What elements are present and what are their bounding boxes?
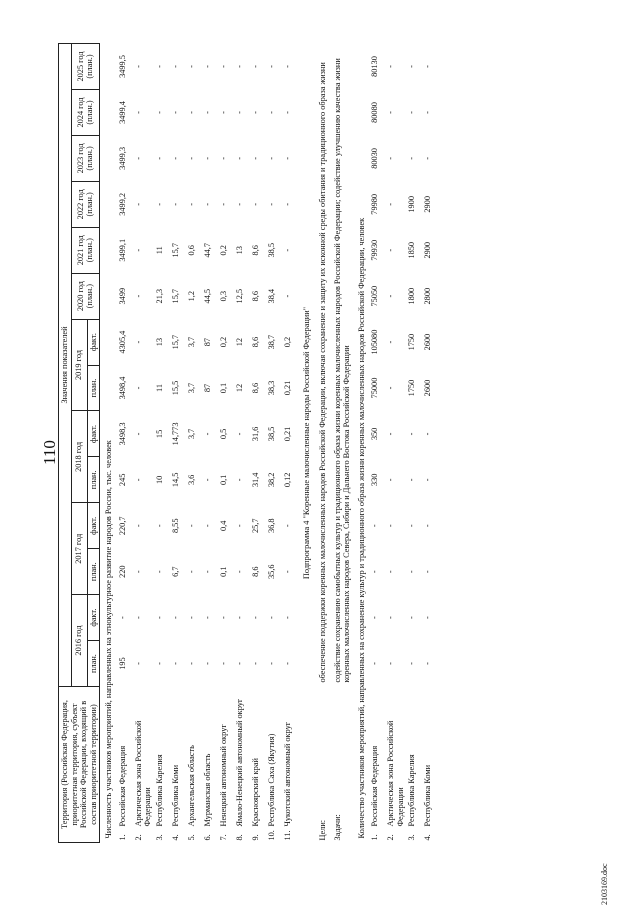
plan-header: план. bbox=[87, 365, 100, 411]
value-cell: - bbox=[202, 662, 212, 665]
territory-name: Арктическая зона Российской Федерации bbox=[133, 720, 153, 827]
value-cell: 87 bbox=[202, 337, 212, 347]
year-header: 2017 год bbox=[71, 503, 87, 595]
goals-row bbox=[329, 44, 353, 843]
territory-header: Территория (Российская Федерация, приоритетная территория, субъект Российской Федерации, входящий в состав приоритетной территории) bbox=[59, 687, 100, 843]
value-cell: - bbox=[170, 202, 180, 206]
value-cell: - bbox=[386, 432, 396, 436]
value-cell: 38,5 bbox=[266, 242, 276, 258]
row-number: 2. bbox=[386, 834, 396, 841]
value-cell: 8,6 bbox=[250, 336, 260, 348]
value-cell: - bbox=[133, 111, 143, 114]
value-cell: - bbox=[170, 616, 180, 619]
value-cell: - bbox=[202, 616, 212, 619]
value-cell: 3499,4 bbox=[117, 101, 127, 124]
value-cell: - bbox=[282, 111, 292, 114]
value-cell: 0,2 bbox=[218, 336, 228, 348]
row-label: Цели: bbox=[318, 819, 328, 841]
value-cell: - bbox=[154, 616, 164, 619]
row-label: Задачи: bbox=[332, 814, 342, 841]
territory-name: Мурманская область bbox=[202, 753, 212, 827]
value-cell: 8,6 bbox=[250, 382, 260, 394]
value-cell: 0,3 bbox=[218, 290, 228, 302]
value-cell: - bbox=[170, 157, 180, 160]
value-cell: - bbox=[250, 157, 260, 160]
value-cell: - bbox=[407, 157, 417, 160]
value-cell: - bbox=[266, 157, 276, 160]
value-cell: 2800 bbox=[423, 287, 433, 305]
value-cell: - bbox=[186, 616, 196, 619]
value-cell: - bbox=[250, 662, 260, 665]
value-cell: 3499,3 bbox=[117, 146, 127, 170]
value-cell: - bbox=[386, 524, 396, 528]
value-cell: - bbox=[218, 111, 228, 114]
value-cell: 8,6 bbox=[250, 566, 260, 577]
value-cell: 38,5 bbox=[266, 426, 276, 442]
value-cell: 44,5 bbox=[202, 288, 212, 304]
value-cell: 3499,1 bbox=[117, 238, 127, 262]
value-cell: 25,7 bbox=[250, 518, 260, 534]
value-cell: - bbox=[202, 111, 212, 114]
value-cell: - bbox=[423, 570, 433, 574]
value-cell: 3,7 bbox=[186, 336, 196, 348]
value-cell: 10 bbox=[154, 475, 164, 484]
value-cell: 44,7 bbox=[202, 242, 212, 258]
row-number: 6. bbox=[202, 834, 212, 841]
value-cell: - bbox=[186, 202, 196, 206]
value-cell: - bbox=[202, 524, 212, 528]
territory-name: Ямало-Ненецкий автономный округ bbox=[234, 698, 244, 827]
value-cell: 75050 bbox=[370, 285, 380, 307]
value-cell: 15 bbox=[154, 429, 164, 439]
value-cell: 36,8 bbox=[266, 518, 276, 534]
value-cell: 3,7 bbox=[186, 382, 196, 394]
value-cell: - bbox=[186, 65, 196, 68]
territory-name: Российская Федерация bbox=[370, 745, 380, 827]
value-cell: - bbox=[133, 202, 143, 206]
value-cell: - bbox=[386, 294, 396, 298]
value-cell: 0,2 bbox=[282, 336, 292, 348]
value-cell: - bbox=[133, 432, 143, 436]
value-cell: - bbox=[386, 248, 396, 252]
goals-row bbox=[314, 44, 329, 843]
value-cell: - bbox=[386, 616, 396, 619]
plan-year-header: 2025 год (план.) bbox=[71, 44, 100, 90]
value-cell: - bbox=[186, 570, 196, 574]
value-cell: 79980 bbox=[370, 193, 380, 215]
fact-header: факт. bbox=[87, 503, 100, 549]
row-number: 2. bbox=[133, 834, 143, 841]
territory-name: Республика Коми bbox=[170, 764, 180, 827]
value-cell: 31,4 bbox=[250, 472, 260, 488]
row-number: 7. bbox=[218, 834, 228, 841]
value-cell: - bbox=[117, 616, 127, 619]
value-cell: 13 bbox=[154, 337, 164, 347]
territory-name: Ненецкий автономный округ bbox=[218, 724, 228, 827]
value-cell: - bbox=[218, 157, 228, 160]
table-row bbox=[385, 44, 406, 843]
table-row bbox=[202, 44, 218, 843]
value-cell: - bbox=[370, 662, 380, 665]
value-cell: 1750 bbox=[407, 333, 417, 351]
value-cell: - bbox=[154, 570, 164, 574]
value-cell: - bbox=[186, 157, 196, 160]
value-cell: 15,7 bbox=[170, 242, 180, 258]
value-cell: 0,6 bbox=[186, 245, 196, 256]
value-cell: - bbox=[386, 111, 396, 114]
doc-id: 2103169.doc bbox=[600, 863, 609, 905]
value-cell: 0,1 bbox=[218, 566, 228, 577]
value-cell: - bbox=[218, 662, 228, 665]
value-cell: 220 bbox=[117, 565, 127, 578]
value-cell: - bbox=[266, 662, 276, 665]
value-cell: - bbox=[133, 157, 143, 160]
indicators-table bbox=[58, 43, 438, 843]
value-cell: - bbox=[266, 616, 276, 619]
value-cell: - bbox=[386, 662, 396, 665]
value-cell: 2900 bbox=[423, 196, 433, 213]
plan-year-header: 2021 год (план.) bbox=[71, 227, 100, 273]
table-header bbox=[59, 44, 100, 843]
value-cell: - bbox=[133, 294, 143, 298]
value-cell: - bbox=[407, 616, 417, 619]
value-cell: - bbox=[234, 662, 244, 665]
value-cell: 0,1 bbox=[218, 474, 228, 486]
value-cell: 80080 bbox=[370, 102, 380, 123]
value-cell: 220,7 bbox=[117, 516, 127, 536]
section-heading: Численность участников мероприятий, направленных на этнокультурное развитие народов России, тыс. человек bbox=[104, 440, 114, 839]
row-number: 3. bbox=[407, 834, 417, 841]
territory-name: Республика Саха (Якутия) bbox=[266, 733, 276, 827]
year-header: 2018 год bbox=[71, 411, 87, 503]
value-cell: - bbox=[386, 157, 396, 160]
row-text: обеспечение поддержки коренных малочисленных народов Российской Федерации, включая сохранение и защиту их исконной среды обитания и традиционного образа жизни bbox=[318, 62, 328, 683]
value-cell: 1750 bbox=[407, 379, 417, 397]
value-cell: - bbox=[282, 662, 292, 665]
value-cell: - bbox=[202, 570, 212, 574]
value-cell: 14,5 bbox=[170, 472, 180, 488]
value-cell: - bbox=[133, 616, 143, 619]
value-cell: 11 bbox=[154, 246, 164, 255]
value-cell: 350 bbox=[370, 427, 380, 441]
value-cell: - bbox=[386, 478, 396, 482]
row-number: 4. bbox=[423, 834, 433, 841]
value-cell: - bbox=[386, 570, 396, 574]
value-cell: 11 bbox=[154, 384, 164, 393]
section-heading-row bbox=[100, 44, 117, 843]
table-row bbox=[234, 44, 250, 843]
value-cell: - bbox=[234, 432, 244, 436]
value-cell: - bbox=[218, 616, 228, 619]
value-cell: - bbox=[407, 662, 417, 665]
table-row bbox=[282, 44, 298, 843]
value-cell: 75000 bbox=[370, 377, 380, 399]
value-cell: - bbox=[202, 478, 212, 482]
value-cell: 0,21 bbox=[282, 426, 292, 442]
value-cell: - bbox=[282, 524, 292, 528]
plan-year-header: 2023 год (план.) bbox=[71, 135, 100, 181]
value-cell: - bbox=[423, 478, 433, 482]
value-cell: 8,55 bbox=[170, 518, 180, 534]
value-cell: - bbox=[154, 65, 164, 68]
value-cell: - bbox=[407, 65, 417, 68]
value-cell: - bbox=[370, 616, 380, 619]
value-cell: - bbox=[218, 65, 228, 68]
value-cell: - bbox=[202, 202, 212, 206]
value-cell: - bbox=[154, 111, 164, 114]
value-cell: 3,6 bbox=[186, 474, 196, 486]
value-cell: - bbox=[234, 157, 244, 160]
value-cell: 3498,4 bbox=[117, 376, 127, 400]
value-cell: - bbox=[250, 65, 260, 68]
value-cell: 4305,4 bbox=[117, 330, 127, 354]
fact-header: факт. bbox=[87, 411, 100, 457]
fact-header: факт. bbox=[87, 319, 100, 365]
table-body bbox=[100, 44, 439, 843]
value-cell: 3,7 bbox=[186, 428, 196, 440]
row-number: 4. bbox=[170, 834, 180, 841]
value-cell: - bbox=[133, 65, 143, 68]
table-row bbox=[133, 44, 154, 843]
value-cell: - bbox=[386, 65, 396, 68]
value-cell: - bbox=[423, 157, 433, 160]
value-cell: 87 bbox=[202, 383, 212, 393]
value-cell: - bbox=[154, 157, 164, 160]
row-number: 9. bbox=[250, 834, 260, 841]
value-cell: 12 bbox=[234, 383, 244, 393]
value-cell: 12,5 bbox=[234, 288, 244, 304]
value-cell: 3499,2 bbox=[117, 192, 127, 216]
value-cell: 195 bbox=[117, 657, 127, 670]
value-cell: - bbox=[234, 524, 244, 528]
value-cell: - bbox=[170, 65, 180, 68]
value-cell: - bbox=[133, 386, 143, 390]
row-text: содействие сохранению самобытных культур и традиционного образа жизни коренных малочисленных народов Российской Федерации; содействие улучшению качества жизни коренных малочисленных народов Севера, Сибири и Дальнего Востока Российской Федерации bbox=[332, 58, 352, 683]
value-cell: 0,2 bbox=[218, 245, 228, 256]
value-cell: 38,3 bbox=[266, 380, 276, 396]
value-cell: - bbox=[423, 65, 433, 68]
value-cell: - bbox=[250, 616, 260, 619]
value-cell: 80130 bbox=[370, 56, 380, 77]
value-cell: - bbox=[266, 65, 276, 68]
value-cell: 14,773 bbox=[170, 422, 180, 446]
value-cell: - bbox=[407, 524, 417, 528]
value-cell: - bbox=[282, 157, 292, 160]
value-cell: - bbox=[282, 65, 292, 68]
value-cell: - bbox=[234, 111, 244, 114]
value-cell: - bbox=[386, 340, 396, 344]
value-cell: - bbox=[234, 478, 244, 482]
value-cell: 0,1 bbox=[218, 382, 228, 394]
value-cell: - bbox=[282, 294, 292, 298]
value-cell: - bbox=[202, 65, 212, 68]
table-row bbox=[369, 44, 385, 843]
values-header: Значения показателей bbox=[59, 44, 72, 687]
value-cell: 330 bbox=[370, 473, 380, 487]
value-cell: 0,5 bbox=[218, 428, 228, 440]
value-cell: - bbox=[370, 524, 380, 528]
value-cell: 0,4 bbox=[218, 520, 228, 531]
plan-header: план. bbox=[87, 457, 100, 503]
value-cell: 6,7 bbox=[170, 566, 180, 577]
value-cell: 38,2 bbox=[266, 472, 276, 488]
row-number: 11. bbox=[282, 830, 292, 841]
value-cell: - bbox=[282, 616, 292, 619]
value-cell: 2900 bbox=[423, 241, 433, 259]
table-row bbox=[218, 44, 234, 843]
value-cell: 15,7 bbox=[170, 334, 180, 350]
value-cell: - bbox=[234, 616, 244, 619]
section-heading-row bbox=[353, 44, 370, 843]
year-header: 2016 год bbox=[71, 595, 87, 687]
value-cell: - bbox=[202, 432, 212, 436]
value-cell: - bbox=[266, 111, 276, 114]
territory-name: Чукотский автономный округ bbox=[282, 721, 292, 827]
territory-name: Республика Карелия bbox=[407, 754, 417, 827]
value-cell: - bbox=[154, 662, 164, 665]
value-cell: - bbox=[154, 524, 164, 528]
row-number: 5. bbox=[186, 834, 196, 841]
value-cell: - bbox=[250, 202, 260, 206]
value-cell: 3499,5 bbox=[117, 55, 127, 78]
value-cell: 0,21 bbox=[282, 380, 292, 396]
value-cell: - bbox=[423, 524, 433, 528]
value-cell: 38,7 bbox=[266, 334, 276, 350]
table-row bbox=[154, 44, 170, 843]
value-cell: - bbox=[133, 570, 143, 574]
plan-header: план. bbox=[87, 641, 100, 687]
territory-name: Арктическая зона Российской Федерации bbox=[386, 720, 405, 827]
value-cell: - bbox=[170, 111, 180, 114]
value-cell: 12 bbox=[234, 337, 244, 347]
value-cell: - bbox=[234, 202, 244, 206]
value-cell: 15,5 bbox=[170, 380, 180, 396]
value-cell: - bbox=[234, 65, 244, 68]
value-cell: 0,12 bbox=[282, 472, 292, 488]
fact-header: факт. bbox=[87, 595, 100, 641]
value-cell: - bbox=[423, 111, 433, 114]
value-cell: - bbox=[202, 157, 212, 160]
plan-year-header: 2024 год (план.) bbox=[71, 90, 100, 136]
value-cell: 38,4 bbox=[266, 288, 276, 304]
subprogram-heading: Подпрограмма 4 "Коренные малочисленные народы Российской Федерации" bbox=[301, 306, 311, 580]
value-cell: - bbox=[282, 570, 292, 574]
value-cell: - bbox=[186, 111, 196, 114]
value-cell: 35,6 bbox=[266, 564, 276, 579]
value-cell: - bbox=[423, 616, 433, 619]
table-row bbox=[186, 44, 202, 843]
value-cell: - bbox=[234, 570, 244, 574]
value-cell: - bbox=[407, 478, 417, 482]
value-cell: - bbox=[133, 662, 143, 665]
value-cell: 79930 bbox=[370, 239, 380, 261]
table-row bbox=[250, 44, 266, 843]
plan-year-header: 2020 год (план.) bbox=[71, 273, 100, 319]
value-cell: 8,6 bbox=[250, 245, 260, 256]
value-cell: - bbox=[370, 570, 380, 574]
row-number: 1. bbox=[117, 834, 127, 841]
value-cell: 1900 bbox=[407, 196, 417, 213]
row-number: 8. bbox=[234, 834, 244, 841]
territory-name: Республика Коми bbox=[423, 764, 433, 827]
value-cell: - bbox=[133, 524, 143, 528]
territory-name: Республика Карелия bbox=[154, 754, 164, 827]
value-cell: - bbox=[250, 111, 260, 114]
territory-name: Российская Федерация bbox=[117, 745, 127, 827]
section-heading: Количество участников мероприятий, направленных на сохранение культур и традиционного образа жизни коренных малочисленных народов Российской Федерации, человек bbox=[356, 217, 366, 839]
row-number: 3. bbox=[154, 834, 164, 841]
value-cell: - bbox=[386, 386, 396, 390]
value-cell: 2600 bbox=[423, 333, 433, 351]
page-number: 110 bbox=[40, 440, 59, 465]
value-cell: - bbox=[154, 202, 164, 206]
value-cell: - bbox=[407, 570, 417, 574]
row-number: 1. bbox=[370, 834, 380, 841]
plan-header: план. bbox=[87, 549, 100, 595]
value-cell: - bbox=[407, 432, 417, 436]
value-cell: 15,7 bbox=[170, 288, 180, 304]
value-cell: 105080 bbox=[370, 329, 380, 355]
value-cell: - bbox=[133, 478, 143, 482]
plan-year-header: 2022 год (план.) bbox=[71, 181, 100, 227]
row-number: 10. bbox=[266, 830, 276, 841]
territory-name: Архангельская область bbox=[186, 745, 196, 827]
value-cell: - bbox=[423, 432, 433, 436]
value-cell: - bbox=[170, 662, 180, 665]
value-cell: 1,2 bbox=[186, 290, 196, 302]
value-cell: 245 bbox=[117, 473, 127, 487]
value-cell: - bbox=[218, 202, 228, 206]
value-cell: - bbox=[407, 111, 417, 114]
table-row bbox=[266, 44, 282, 843]
value-cell: 31,6 bbox=[250, 426, 260, 442]
value-cell: - bbox=[386, 202, 396, 206]
value-cell: - bbox=[282, 202, 292, 206]
value-cell: 2600 bbox=[423, 379, 433, 397]
value-cell: 8,6 bbox=[250, 290, 260, 302]
year-header: 2019 год bbox=[71, 319, 87, 411]
value-cell: 13 bbox=[234, 246, 244, 255]
value-cell: 1850 bbox=[407, 241, 417, 259]
value-cell: - bbox=[186, 524, 196, 528]
table-row bbox=[170, 44, 186, 843]
value-cell: - bbox=[423, 662, 433, 665]
value-cell: 3499 bbox=[117, 287, 127, 305]
value-cell: - bbox=[133, 248, 143, 252]
table-row bbox=[117, 44, 133, 843]
value-cell: - bbox=[282, 248, 292, 252]
value-cell: 21,3 bbox=[154, 288, 164, 304]
value-cell: - bbox=[133, 340, 143, 344]
value-cell: - bbox=[266, 202, 276, 206]
territory-name: Красноярский край bbox=[250, 758, 260, 827]
table-row bbox=[422, 44, 438, 843]
value-cell: 1800 bbox=[407, 287, 417, 305]
value-cell: 80030 bbox=[370, 148, 380, 169]
table-row bbox=[406, 44, 422, 843]
value-cell: - bbox=[186, 662, 196, 665]
subprogram-heading-row bbox=[298, 44, 315, 843]
value-cell: 3498,3 bbox=[117, 422, 127, 446]
